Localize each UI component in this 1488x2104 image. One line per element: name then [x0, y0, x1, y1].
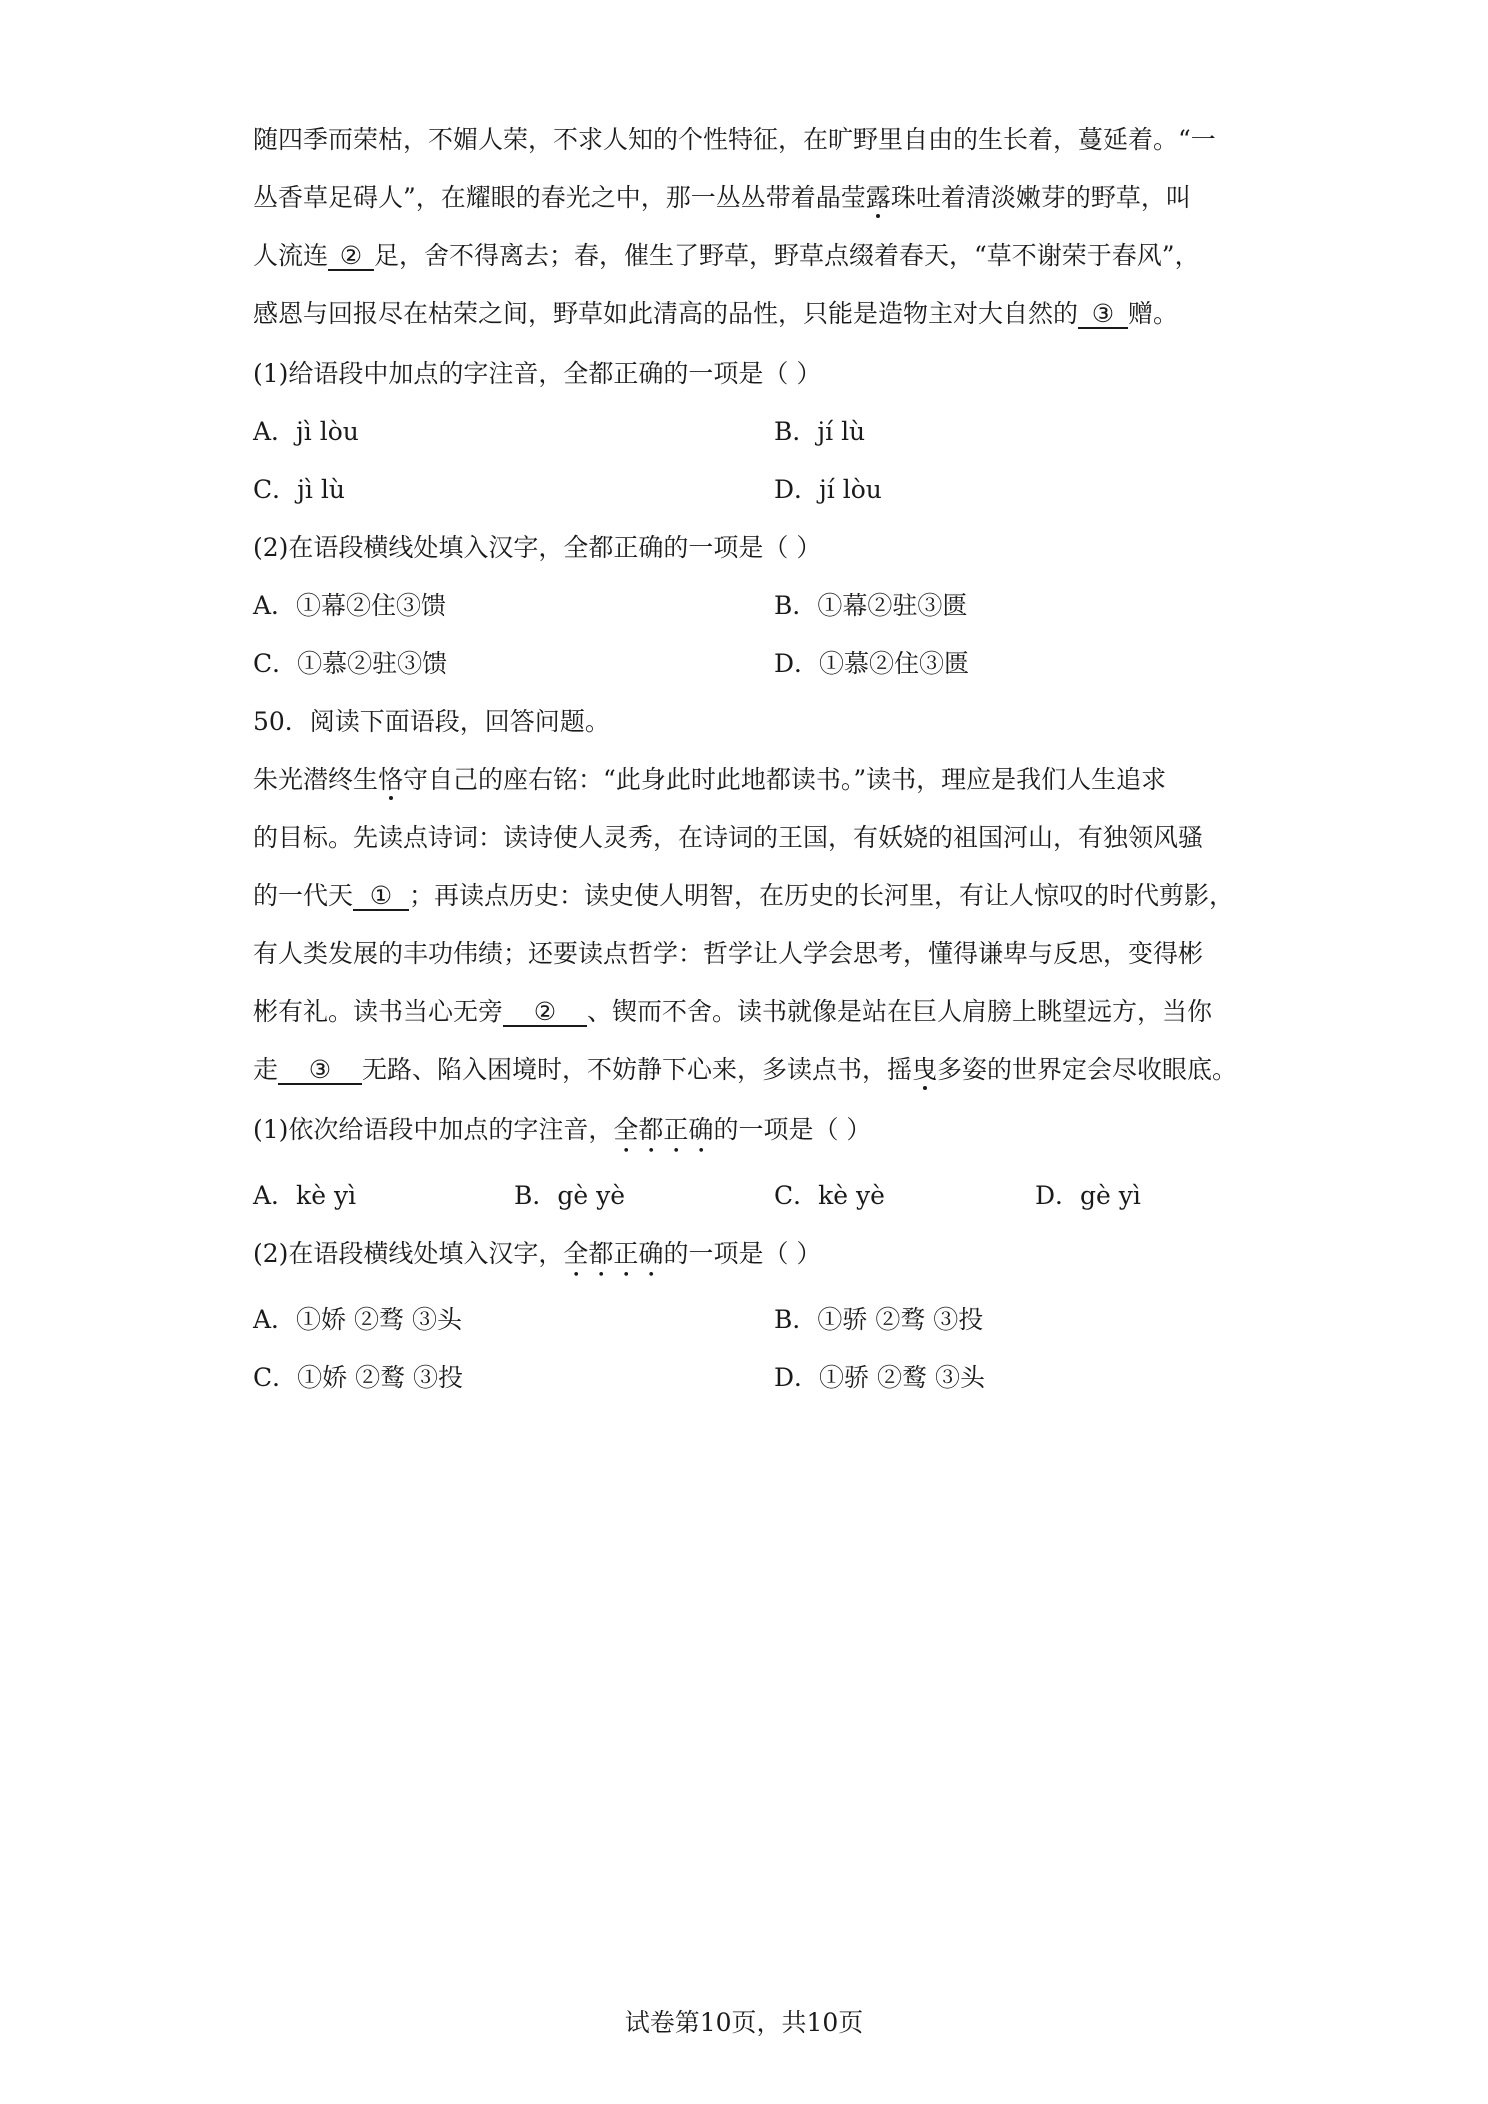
passage2-line6: 走 ③ 无路、陷入困境时，不妨静下心来，多读点书，摇曳多姿的世界定会尽收眼底。 [253, 1055, 1238, 1084]
passage1-line4: 感恩与回报尽在枯荣之间，野草如此清高的品性，只能是造物主对大自然的 ③ 赠。 [253, 299, 1179, 328]
option-d[interactable]: D．①骄 ②鹜 ③头 [774, 1363, 985, 1392]
passage2-line2: 的目标。先读点诗词：读诗使人灵秀，在诗词的王国，有妖娆的祖国河山，有独领风骚 [253, 823, 1204, 852]
emphasis-dotted: 全都正确 [563, 1239, 664, 1268]
option-b[interactable]: B．jí lù [774, 417, 866, 446]
option-b[interactable]: B．①骄 ②骛 ③投 [774, 1305, 984, 1334]
passage1-line2: 丛香草足碍人”，在耀眼的春光之中，那一丛丛带着晶莹露珠吐着清淡嫩芽的野草，叫 [253, 183, 1191, 212]
dotted-char: 恪 [378, 765, 404, 794]
fill-blank: ① [353, 883, 409, 911]
fill-blank: ③ [278, 1057, 362, 1085]
option-d[interactable]: D．gè yì [1035, 1181, 1141, 1210]
passage2-line3: 的一代天 ① ；再读点历史：读史使人明智，在历史的长河里，有让人惊叹的时代剪影， [253, 881, 1235, 910]
passage2-line4: 有人类发展的丰功伟绩；还要读点哲学：哲学让人学会思考，懂得谦卑与反思，变得彬 [253, 939, 1204, 968]
question-50-title: 50．阅读下面语段，回答问题。 [253, 707, 610, 736]
option-a[interactable]: A．①娇 ②骛 ③头 [253, 1305, 462, 1334]
option-c[interactable]: C．jì lù [253, 475, 345, 504]
option-a[interactable]: A．①幕②住③馈 [253, 591, 447, 620]
question-50-2-stem: (2)在语段横线处填入汉字，全都正确的一项是（ ） [253, 1239, 822, 1268]
fill-blank: ② [328, 243, 374, 271]
option-d[interactable]: D．①慕②住③匮 [774, 649, 970, 678]
option-c[interactable]: C．①娇 ②鹜 ③投 [253, 1363, 464, 1392]
option-a[interactable]: A．kè yì [253, 1181, 357, 1210]
dotted-char: 曳 [912, 1055, 938, 1084]
option-b[interactable]: B．①幕②驻③匮 [774, 591, 968, 620]
passage2-line1: 朱光潜终生恪守自己的座右铭：“此身此时此地都读书。”读书，理应是我们人生追求 [253, 765, 1167, 794]
option-c[interactable]: C．①慕②驻③馈 [253, 649, 448, 678]
passage2-line5: 彬有礼。读书当心无旁 ② 、锲而不舍。读书就像是站在巨人肩膀上眺望远方，当你 [253, 997, 1213, 1026]
passage1-line1: 随四季而荣枯，不媚人荣，不求人知的个性特征，在旷野里自由的生长着，蔓延着。“一 [253, 125, 1216, 154]
passage1-line3: 人流连 ② 足，舍不得离去；春，催生了野草，野草点缀着春天，“草不谢荣于春风”， [253, 241, 1200, 270]
emphasis-dotted: 全都正确 [613, 1115, 714, 1144]
option-d[interactable]: D．jí lòu [774, 475, 882, 504]
option-b[interactable]: B．gè yè [514, 1181, 626, 1210]
question-49-1-stem: (1)给语段中加点的字注音，全都正确的一项是（ ） [253, 359, 822, 388]
question-49-2-stem: (2)在语段横线处填入汉字，全都正确的一项是（ ） [253, 533, 822, 562]
fill-blank: ③ [1078, 301, 1128, 329]
dotted-char: 露 [865, 183, 891, 212]
page-footer: 试卷第10页，共10页 [624, 2008, 864, 2037]
fill-blank: ② [503, 999, 587, 1027]
question-50-1-stem: (1)依次给语段中加点的字注音，全都正确的一项是（ ） [253, 1115, 872, 1144]
option-c[interactable]: C．kè yè [774, 1181, 885, 1210]
option-a[interactable]: A．jì lòu [253, 417, 359, 446]
